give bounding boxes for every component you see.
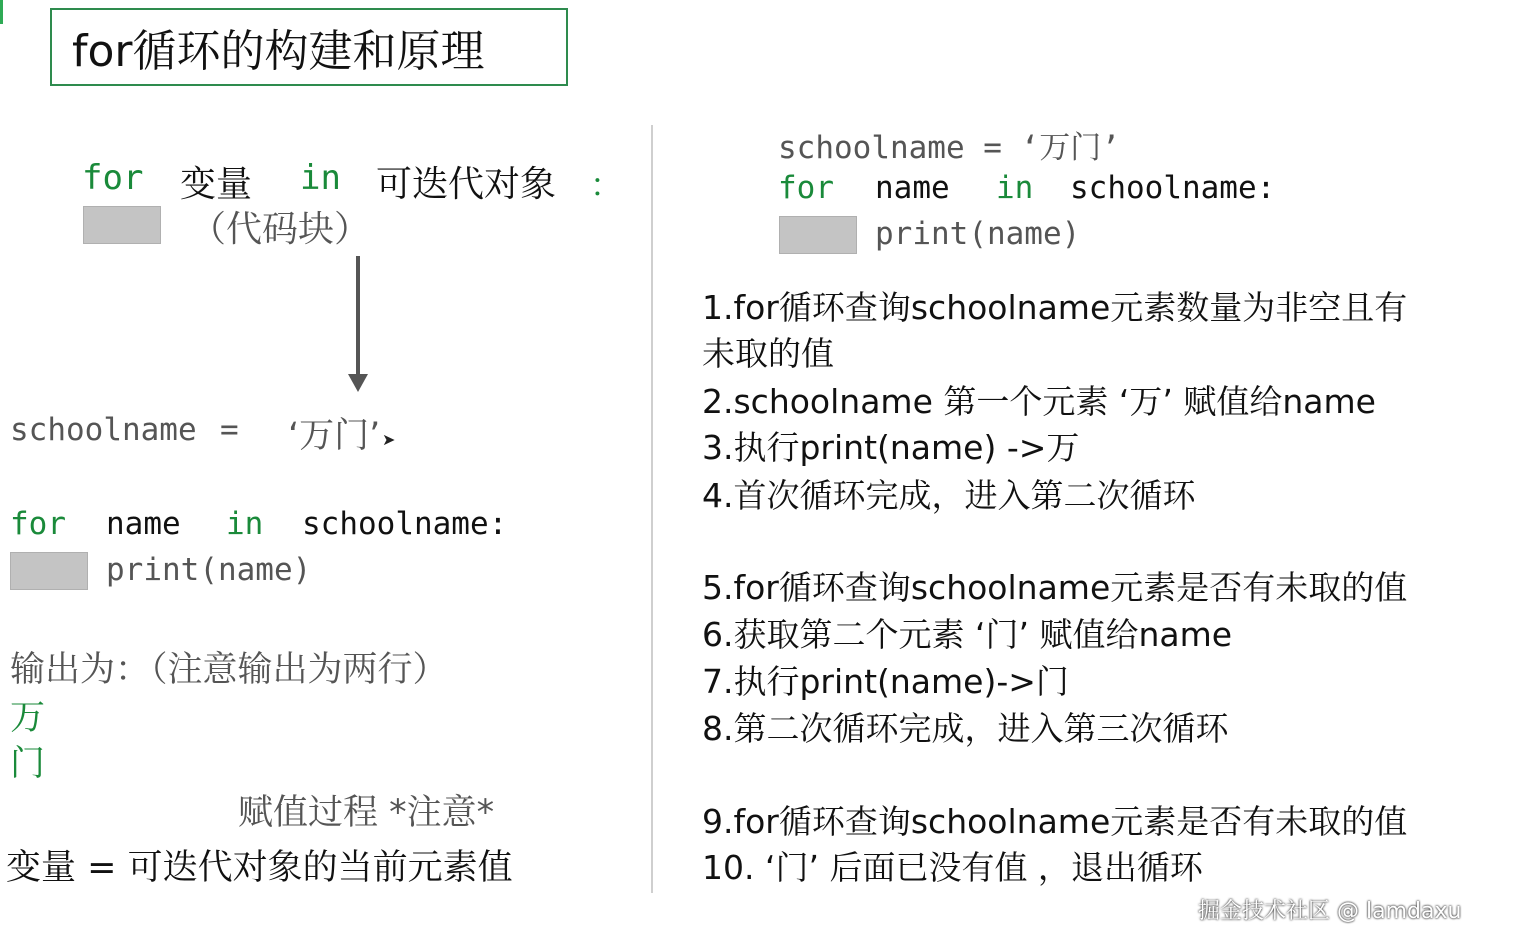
corner-accent-mark <box>0 0 3 24</box>
step-1-continued: 未取的值 <box>702 334 834 373</box>
left-loop-body: print(name) <box>106 552 312 588</box>
step-6: 6.获取第二个元素 ‘门’ 赋值给name <box>702 615 1233 654</box>
arrow-down-icon <box>348 374 368 392</box>
step-5: 5.for循环查询schoolname元素是否有未取的值 <box>702 568 1408 607</box>
output-line-1: 万 <box>10 698 46 738</box>
flow-arrow-line <box>356 256 360 378</box>
left-loop-variable: name <box>106 506 181 542</box>
left-assign-value: ‘万门’ <box>288 416 381 456</box>
watermark: 掘金技术社区 @ lamdaxu <box>1198 899 1462 924</box>
syntax-variable: 变量 <box>180 164 253 205</box>
step-10: 10. ‘门’ 后面已没有值 ，退出循环 <box>702 848 1203 887</box>
note-heading: 赋值过程 *注意* <box>238 793 495 833</box>
output-line-2: 门 <box>10 744 46 784</box>
syntax-iterable: 可迭代对象 <box>376 164 557 205</box>
right-loop-iterable: schoolname: <box>1070 170 1276 206</box>
syntax-in-keyword: in <box>300 158 341 198</box>
step-9: 9.for循环查询schoolname元素是否有未取的值 <box>702 802 1408 841</box>
right-for-keyword: for <box>778 170 834 206</box>
right-loop-body: print(name) <box>875 216 1081 252</box>
left-loop-iterable: schoolname: <box>302 506 508 542</box>
step-3: 3.执行print(name) ->万 <box>702 428 1080 467</box>
right-loop-variable: name <box>875 170 950 206</box>
note-rule: 变量 = 可迭代对象的当前元素值 <box>6 848 513 888</box>
left-assign-variable: schoolname <box>10 412 197 448</box>
syntax-code-block: （代码块） <box>190 209 371 250</box>
left-assign-equals: = <box>220 412 239 448</box>
step-7: 7.执行print(name)->门 <box>702 662 1069 701</box>
left-in-keyword: in <box>226 506 264 542</box>
column-divider <box>651 125 653 893</box>
right-indent-block <box>779 216 857 254</box>
syntax-colon: ： <box>590 166 623 204</box>
page-title-text: for循环的构建和原理 <box>72 26 485 77</box>
output-label: 输出为：（注意输出为两行） <box>10 650 448 690</box>
step-8: 8.第二次循环完成，进入第三次循环 <box>702 709 1229 748</box>
left-indent-block <box>10 552 88 590</box>
right-assign-line: schoolname = ‘万门’ <box>778 130 1120 166</box>
right-in-keyword: in <box>996 170 1034 206</box>
left-for-keyword: for <box>10 506 66 542</box>
page-title <box>50 8 568 86</box>
step-4: 4.首次循环完成，进入第二次循环 <box>702 476 1196 515</box>
step-2: 2.schoolname 第一个元素 ‘万’ 赋值给name <box>702 382 1376 421</box>
step-1: 1.for循环查询schoolname元素数量为非空且有 <box>702 288 1408 327</box>
mouse-cursor-icon: ➤ <box>382 430 396 449</box>
syntax-for-keyword: for <box>82 158 144 198</box>
syntax-indent-block <box>83 206 161 244</box>
